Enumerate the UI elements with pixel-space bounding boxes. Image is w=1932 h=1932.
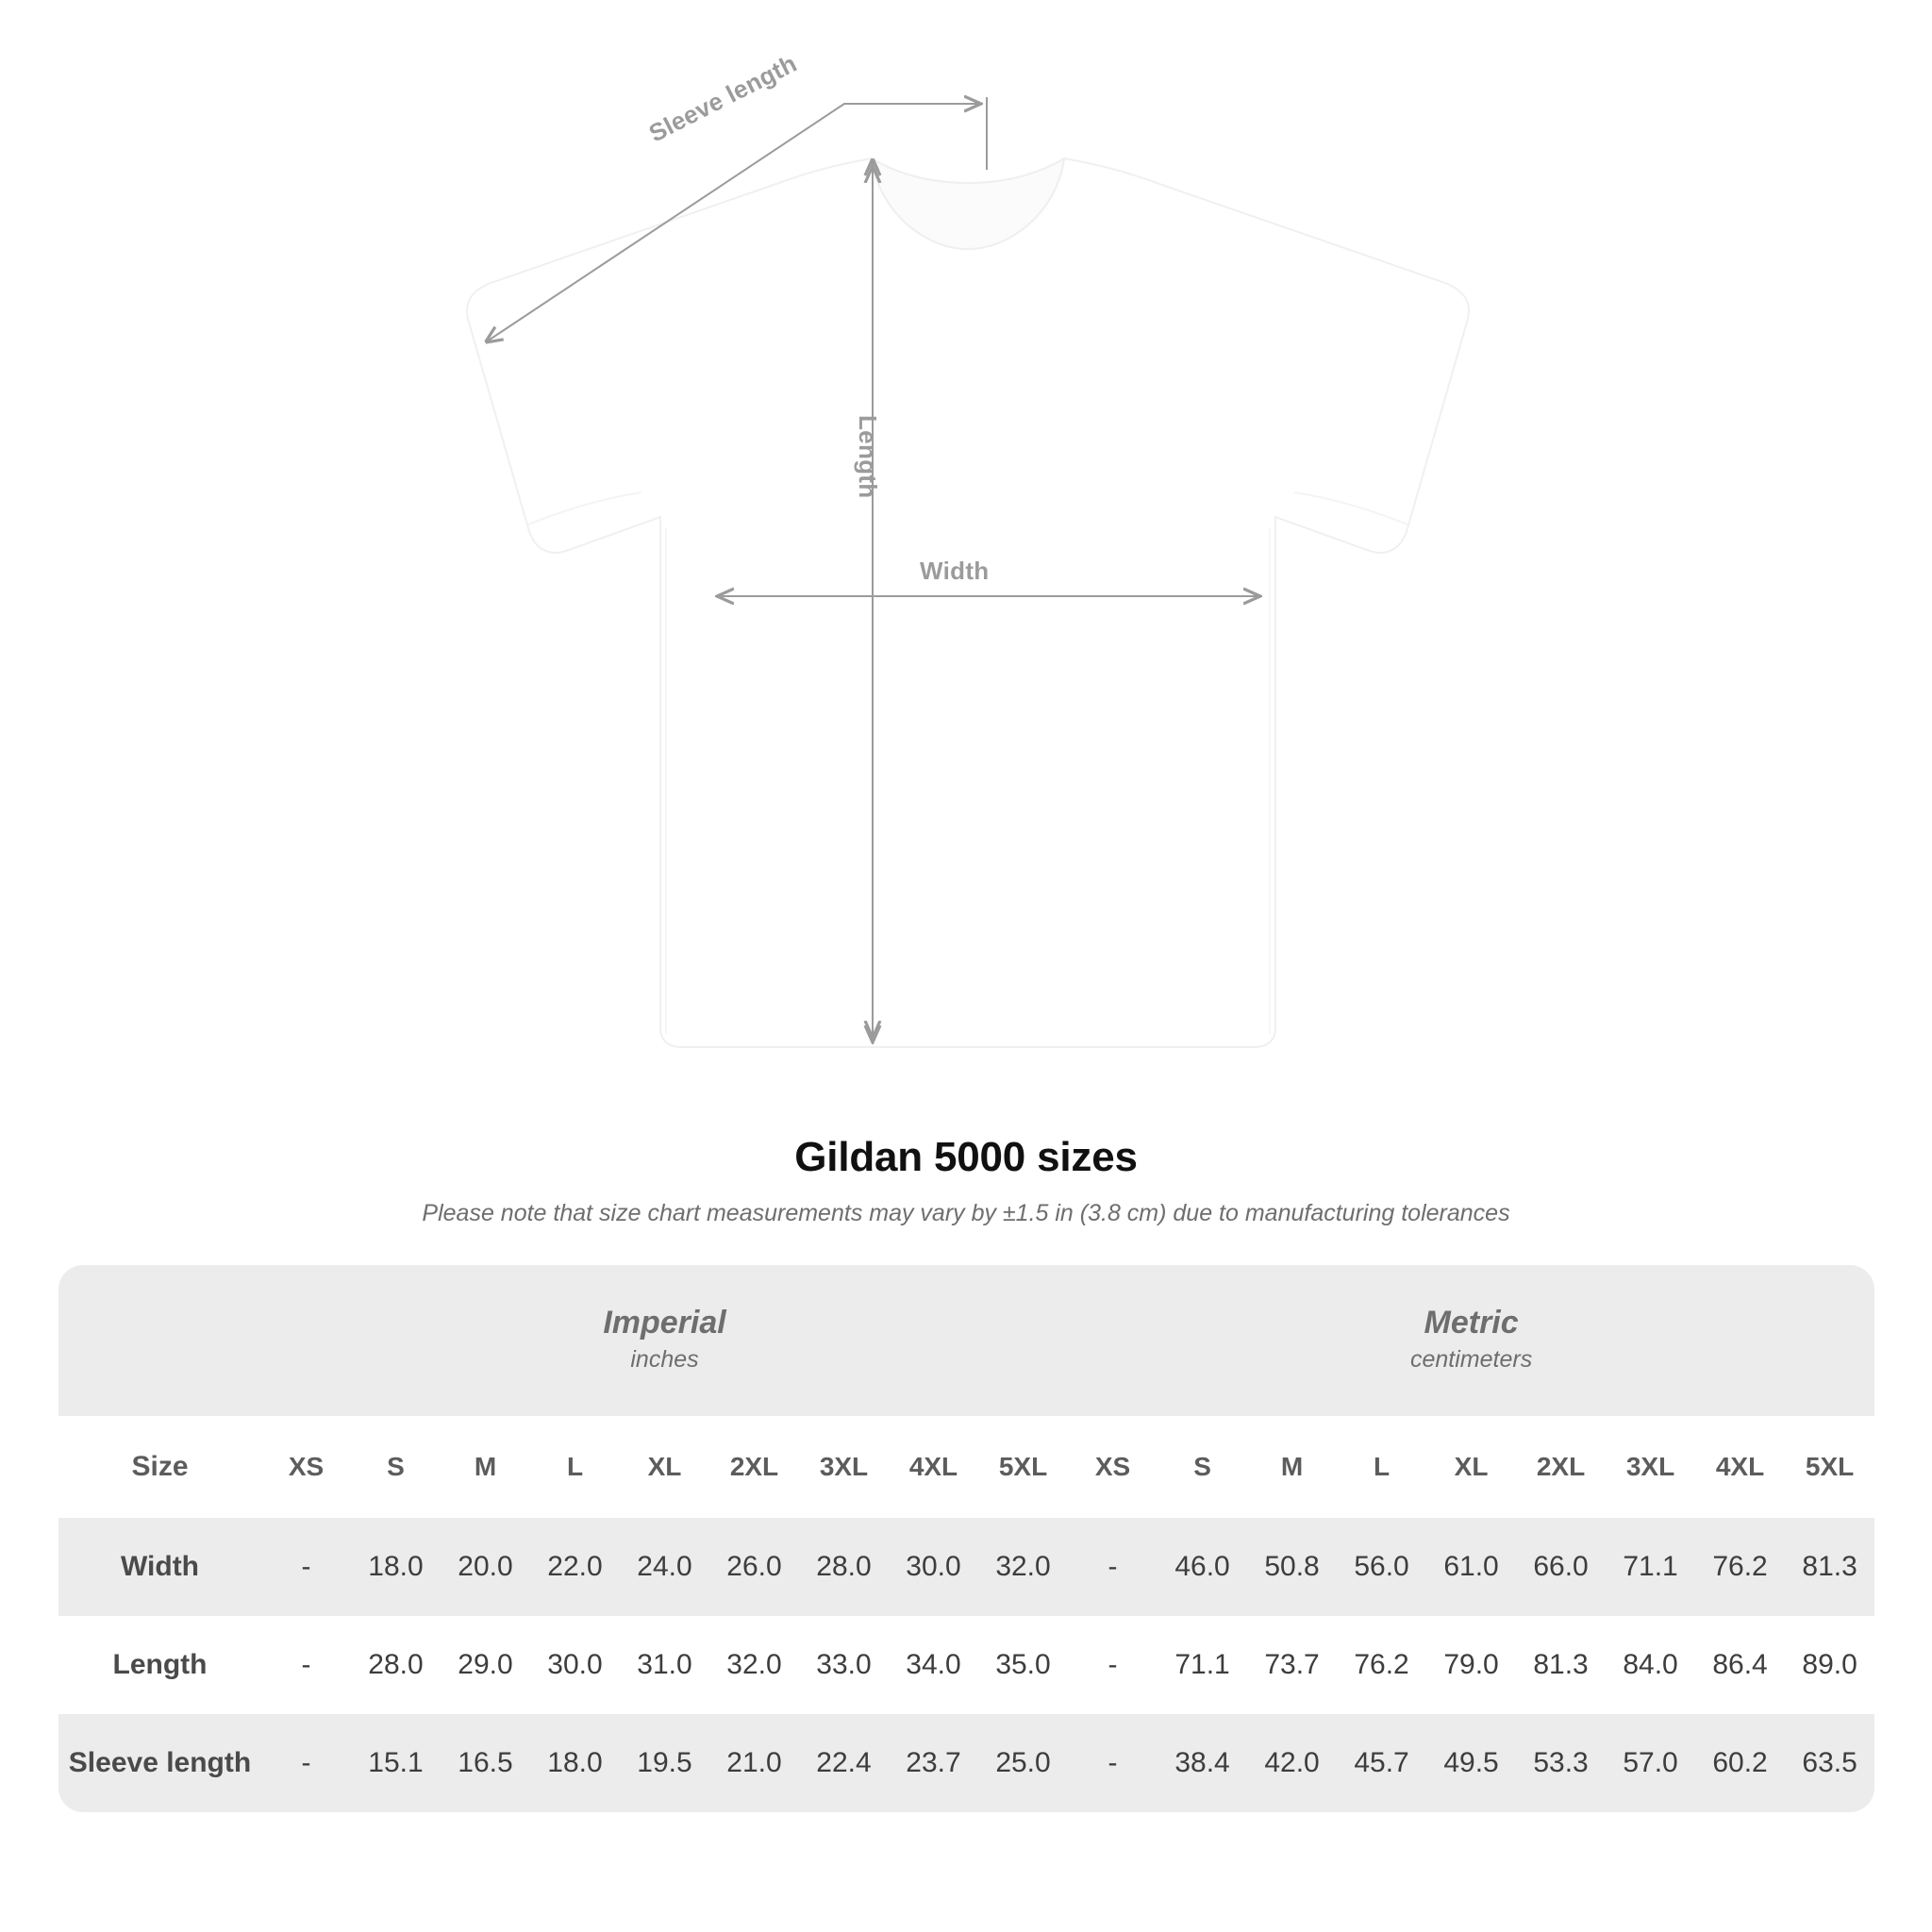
- cell-width-metric-s: 46.0: [1158, 1518, 1247, 1616]
- cell-sleeve-metric-xl: 49.5: [1426, 1714, 1516, 1812]
- cell-sleeve-imperial-2xl: 21.0: [709, 1714, 799, 1812]
- unit-imperial-sub: inches: [630, 1345, 699, 1373]
- tshirt-shape: [467, 158, 1469, 1047]
- cell-width-metric-l: 56.0: [1337, 1518, 1426, 1616]
- cell-sleeve-metric-xs: -: [1068, 1714, 1158, 1812]
- header-imperial-4xl: 4XL: [889, 1416, 978, 1518]
- unit-metric-name: Metric: [1424, 1304, 1519, 1341]
- cell-sleeve-imperial-5xl: 25.0: [978, 1714, 1068, 1812]
- cell-length-imperial-2xl: 32.0: [709, 1616, 799, 1714]
- cell-length-imperial-xl: 31.0: [620, 1616, 709, 1714]
- cell-sleeve-imperial-4xl: 23.7: [889, 1714, 978, 1812]
- header-metric-xl: XL: [1426, 1416, 1516, 1518]
- cell-sleeve-metric-4xl: 60.2: [1695, 1714, 1785, 1812]
- unit-imperial-name: Imperial: [603, 1304, 726, 1341]
- unit-header-spacer: [58, 1265, 261, 1416]
- cell-width-imperial-5xl: 32.0: [978, 1518, 1068, 1616]
- cell-length-metric-2xl: 81.3: [1516, 1616, 1606, 1714]
- cell-length-metric-l: 76.2: [1337, 1616, 1426, 1714]
- header-metric-3xl: 3XL: [1606, 1416, 1695, 1518]
- row-label-length: Length: [58, 1616, 261, 1714]
- table-row: [58, 1616, 1874, 1714]
- unit-header-imperial: [261, 1265, 1068, 1416]
- cell-width-metric-xs: -: [1068, 1518, 1158, 1616]
- cell-width-imperial-xs: -: [261, 1518, 351, 1616]
- cell-sleeve-metric-2xl: 53.3: [1516, 1714, 1606, 1812]
- header-imperial-s: S: [351, 1416, 441, 1518]
- unit-header-metric: [1068, 1265, 1874, 1416]
- cell-length-imperial-xs: -: [261, 1616, 351, 1714]
- title-block: [0, 1134, 1932, 1227]
- cell-sleeve-imperial-s: 15.1: [351, 1714, 441, 1812]
- cell-length-imperial-s: 28.0: [351, 1616, 441, 1714]
- cell-length-metric-4xl: 86.4: [1695, 1616, 1785, 1714]
- header-metric-4xl: 4XL: [1695, 1416, 1785, 1518]
- page-title: Gildan 5000 sizes: [794, 1134, 1138, 1180]
- cell-sleeve-imperial-3xl: 22.4: [799, 1714, 889, 1812]
- header-size-label: Size: [58, 1416, 261, 1518]
- cell-width-imperial-s: 18.0: [351, 1518, 441, 1616]
- header-metric-m: M: [1247, 1416, 1337, 1518]
- cell-length-metric-xs: -: [1068, 1616, 1158, 1714]
- cell-width-metric-xl: 61.0: [1426, 1518, 1516, 1616]
- unit-header-row: [58, 1265, 1874, 1416]
- cell-length-metric-xl: 79.0: [1426, 1616, 1516, 1714]
- cell-width-metric-4xl: 76.2: [1695, 1518, 1785, 1616]
- header-metric-xs: XS: [1068, 1416, 1158, 1518]
- cell-length-metric-m: 73.7: [1247, 1616, 1337, 1714]
- cell-width-imperial-m: 20.0: [441, 1518, 530, 1616]
- cell-sleeve-imperial-xl: 19.5: [620, 1714, 709, 1812]
- cell-width-metric-2xl: 66.0: [1516, 1518, 1606, 1616]
- row-label-sleeve-length: Sleeve length: [58, 1714, 261, 1812]
- header-metric-s: S: [1158, 1416, 1247, 1518]
- cell-sleeve-imperial-l: 18.0: [530, 1714, 620, 1812]
- width-label: Width: [920, 557, 990, 585]
- cell-sleeve-metric-3xl: 57.0: [1606, 1714, 1695, 1812]
- cell-sleeve-metric-5xl: 63.5: [1785, 1714, 1874, 1812]
- cell-length-metric-3xl: 84.0: [1606, 1616, 1695, 1714]
- cell-length-imperial-3xl: 33.0: [799, 1616, 889, 1714]
- table-row: [58, 1714, 1874, 1812]
- header-metric-l: L: [1337, 1416, 1426, 1518]
- cell-width-imperial-4xl: 30.0: [889, 1518, 978, 1616]
- table-row: [58, 1518, 1874, 1616]
- header-imperial-xl: XL: [620, 1416, 709, 1518]
- cell-width-imperial-l: 22.0: [530, 1518, 620, 1616]
- size-table: [58, 1265, 1874, 1812]
- header-metric-5xl: 5XL: [1785, 1416, 1874, 1518]
- cell-length-imperial-l: 30.0: [530, 1616, 620, 1714]
- cell-length-imperial-m: 29.0: [441, 1616, 530, 1714]
- cell-width-metric-3xl: 71.1: [1606, 1518, 1695, 1616]
- sleeve-length-label: Sleeve length: [643, 48, 802, 148]
- cell-width-imperial-2xl: 26.0: [709, 1518, 799, 1616]
- cell-length-metric-s: 71.1: [1158, 1616, 1247, 1714]
- cell-sleeve-imperial-m: 16.5: [441, 1714, 530, 1812]
- cell-sleeve-metric-s: 38.4: [1158, 1714, 1247, 1812]
- header-imperial-l: L: [530, 1416, 620, 1518]
- size-header-row: [58, 1416, 1874, 1518]
- cell-width-imperial-xl: 24.0: [620, 1518, 709, 1616]
- cell-width-imperial-3xl: 28.0: [799, 1518, 889, 1616]
- cell-sleeve-metric-m: 42.0: [1247, 1714, 1337, 1812]
- unit-metric-sub: centimeters: [1409, 1345, 1533, 1373]
- length-label: Length: [854, 415, 882, 499]
- header-imperial-m: M: [441, 1416, 530, 1518]
- header-imperial-xs: XS: [261, 1416, 351, 1518]
- row-label-width: Width: [58, 1518, 261, 1616]
- cell-width-metric-5xl: 81.3: [1785, 1518, 1874, 1616]
- cell-sleeve-imperial-xs: -: [261, 1714, 351, 1812]
- cell-width-metric-m: 50.8: [1247, 1518, 1337, 1616]
- size-table-wrapper: [58, 1265, 1874, 1812]
- header-imperial-5xl: 5XL: [978, 1416, 1068, 1518]
- cell-sleeve-metric-l: 45.7: [1337, 1714, 1426, 1812]
- cell-length-metric-5xl: 89.0: [1785, 1616, 1874, 1714]
- header-imperial-2xl: 2XL: [709, 1416, 799, 1518]
- cell-length-imperial-4xl: 34.0: [889, 1616, 978, 1714]
- cell-length-imperial-5xl: 35.0: [978, 1616, 1068, 1714]
- header-imperial-3xl: 3XL: [799, 1416, 889, 1518]
- header-metric-2xl: 2XL: [1516, 1416, 1606, 1518]
- tolerance-note: Please note that size chart measurements may vary by ±1.5 in (3.8 cm) due to manufacturing tolerances: [422, 1200, 1510, 1226]
